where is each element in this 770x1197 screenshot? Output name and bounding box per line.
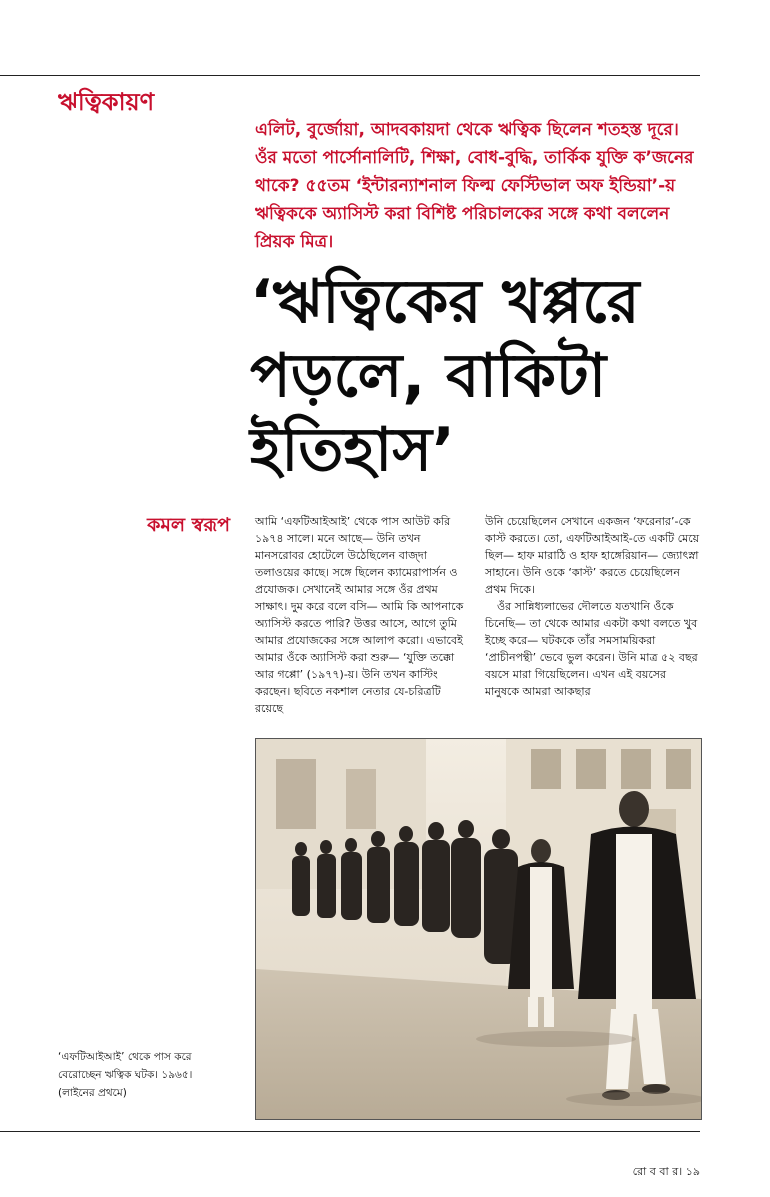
section-tag: ঋত্বিকায়ণ bbox=[58, 88, 155, 116]
caption-line: ‘এফটিআইআই’ থেকে পাস করে bbox=[58, 1051, 192, 1063]
top-rule bbox=[0, 75, 700, 76]
body-paragraph: আমি ‘এফটিআইআই’ থেকে পাস আউট করি ১৯৭৪ সালে। মনে আছে— উনি তখন মানসরোবর হোটেলে উঠেছিলেন বাজ্দা তলাওয়ের কাছে। সঙ্গে ছিলেন ক্যামেরাপার্সন ও প্রযোজক। সেখানেই আমার সঙ্গে ওঁর প্রথম সাক্ষাৎ। দুম করে বলে বসি— আমি কি আপনাকে অ্যাসিস্ট করতে পারি? উত্তর আসে, আগে তুমি আমার প্রযোজকের সঙ্গে আলাপ করো। এভাবেই আমার ওঁকে অ্যাসিস্ট করা শুরু— ‘যুক্তি তক্কো আর গপ্পো’ (১৯৭৭)-য়। উনি তখন কাস্টিং করছেন। ছবিতে নকশাল নেতার যে-চরিত্রটি রয়েছে bbox=[255, 515, 464, 715]
headline: ‘ঋত্বিকের খপ্পরে পড়লে, বাকিটা ইতিহাস’ bbox=[250, 267, 640, 485]
caption-line: বেরোচ্ছেন ঋত্বিক ঘটক। ১৯৬৫। bbox=[58, 1069, 193, 1081]
body-column-1 bbox=[255, 513, 470, 717]
photo-illustration bbox=[256, 739, 701, 1119]
body-column-2 bbox=[485, 513, 700, 700]
intro-standfirst: এলিট, বুর্জোয়া, আদবকায়দা থেকে ঋত্বিক ছিলেন শতহস্ত দূরে। ওঁর মতো পার্সোনালিটি, শিক্ষা, বোধ-বুদ্ধি, তার্কিক যুক্তি ক’জনের থাকে? ৫৫তম ‘ইন্টারন্যাশনাল ফিল্ম ফেস্টিভাল অফ ইন্ডিয়া’-য় ঋত্বিককে অ্যাসিস্ট করা বিশিষ্ট পরিচালকের সঙ্গে কথা বললেন প্রিয়ক মিত্র। bbox=[255, 120, 694, 252]
body-paragraph: উনি চেয়েছিলেন সেখানে একজন ‘ফরেনার’-কে কাস্ট করতে। তো, এফটিআইআই-তে একটি মেয়ে ছিল— হাফ মারাঠি ও হাফ হাঙ্গেরিয়ান— জ্যোৎস্না সাহানে। উনি ওকে ‘কাস্ট’ করতে চেয়েছিলেন প্রথম দিকে। bbox=[485, 515, 700, 596]
bottom-rule bbox=[0, 1131, 700, 1132]
body-paragraph: ওঁর সান্নিধ্যলাভের দৌলতে যতখানি ওঁকে চিনেছি— তা থেকে আমার একটা কথা বলতে খুব ইচ্ছে করে— ঘটককে তাঁর সমসাময়িকরা ‘প্রাচীনপন্থী’ ভেবে ভুল করেন। উনি মাত্র ৫২ বছর বয়সে মারা গিয়েছিলেন। এখন এই বয়সের মানুষকে আমরা আকছার bbox=[485, 600, 698, 698]
byline: কমল স্বরূপ bbox=[147, 514, 230, 536]
page-folio: রো ব বা র। ১৯ bbox=[632, 1165, 700, 1178]
photo-caption bbox=[58, 1048, 238, 1102]
graduation-photo bbox=[255, 738, 702, 1120]
caption-line: (লাইনের প্রথমে) bbox=[58, 1087, 127, 1099]
